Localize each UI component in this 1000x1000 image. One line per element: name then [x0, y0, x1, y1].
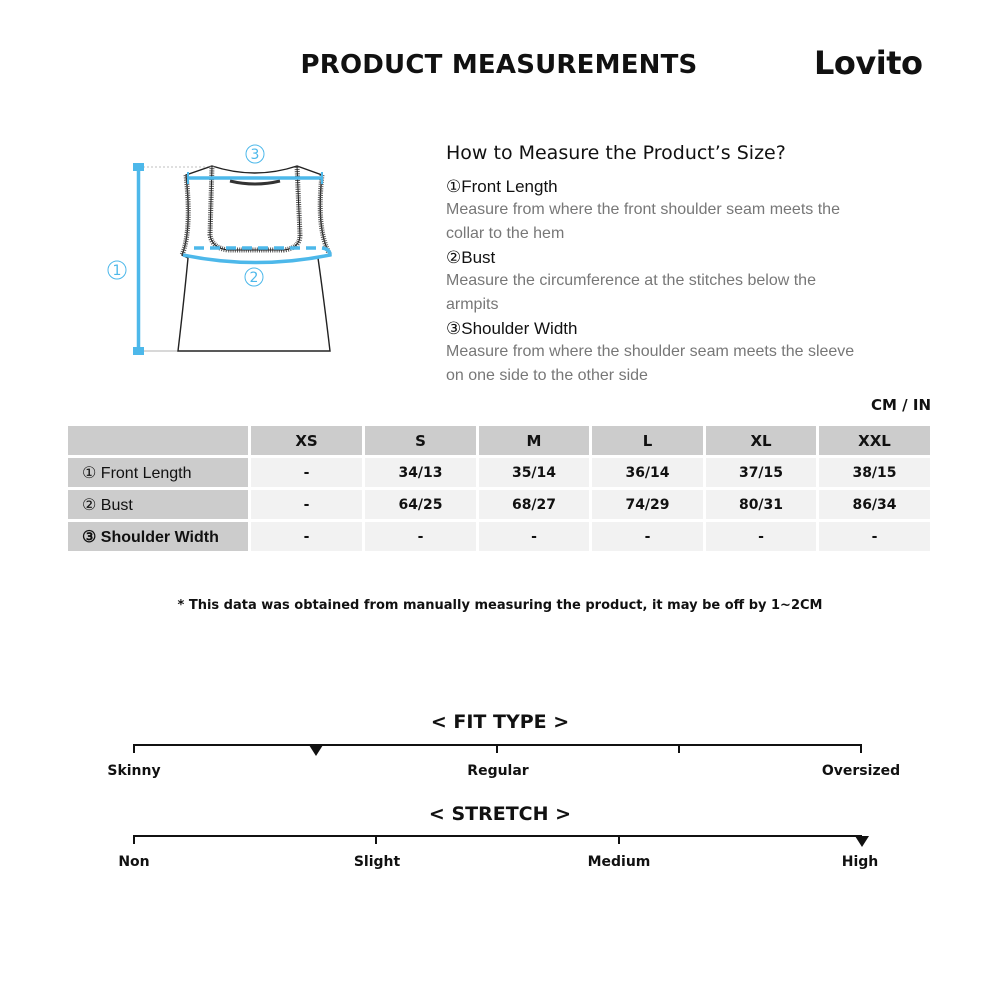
row-label-front-length: ① Front Length [68, 458, 248, 487]
svg-text:3: 3 [250, 147, 260, 163]
header-xxl: XXL [819, 426, 930, 455]
header-xl: XL [706, 426, 816, 455]
stretch-label-medium: Medium [587, 854, 651, 870]
stretch-title: < STRETCH > [428, 803, 572, 825]
table-cell: - [819, 522, 930, 551]
tick [133, 744, 135, 753]
disclaimer-note: * This data was obtained from manually measuring the product, it may be off by 1~2CM [177, 598, 823, 613]
instructions-list [446, 175, 906, 388]
table-row [68, 458, 930, 487]
table-cell: - [365, 522, 476, 551]
table-row [68, 490, 930, 519]
table-cell: 68/27 [479, 490, 589, 519]
table-cell: 86/34 [819, 490, 930, 519]
table-cell: - [251, 458, 362, 487]
table-cell: 36/14 [592, 458, 703, 487]
table-cell: 34/13 [365, 458, 476, 487]
table-row [68, 522, 930, 551]
table-cell: - [706, 522, 816, 551]
table-header-row [68, 426, 930, 455]
table-cell: 35/14 [479, 458, 589, 487]
stretch-label-slight: Slight [353, 854, 401, 870]
brand-logo: Lovito [814, 44, 923, 82]
bust-text-cont: armpits [446, 296, 499, 313]
tick [496, 744, 498, 753]
svg-text:1: 1 [112, 263, 122, 279]
page-title: PRODUCT MEASUREMENTS [300, 50, 698, 80]
shoulder-width-text-cont: on one side to the other side [446, 367, 648, 384]
tick [133, 835, 135, 844]
instructions-heading: How to Measure the Product’s Size? [446, 142, 786, 164]
table-cell: - [479, 522, 589, 551]
shoulder-width-text: Measure from where the shoulder seam meets the sleeve [446, 343, 855, 360]
svg-text:2: 2 [249, 270, 259, 286]
header-l: L [592, 426, 703, 455]
table-cell: 80/31 [706, 490, 816, 519]
size-table [65, 423, 933, 554]
tank-top-diagram [100, 140, 350, 365]
header-xs: XS [251, 426, 362, 455]
fit-label-oversized: Oversized [821, 763, 901, 779]
front-length-text-cont: collar to the hem [446, 225, 565, 242]
stretch-label-non: Non [118, 854, 150, 870]
tick [375, 835, 377, 844]
table-cell: 38/15 [819, 458, 930, 487]
tick [618, 835, 620, 844]
front-length-title: ①Front Length [446, 177, 558, 196]
header-blank [68, 426, 248, 455]
stretch-scale [133, 835, 862, 837]
stretch-marker-icon [855, 836, 869, 847]
fit-label-regular: Regular [467, 763, 529, 779]
stretch-label-high: High [841, 854, 879, 870]
fit-label-skinny: Skinny [107, 763, 161, 779]
table-cell: 37/15 [706, 458, 816, 487]
table-cell: 74/29 [592, 490, 703, 519]
tick [860, 744, 862, 753]
unit-label: CM / IN [871, 396, 931, 414]
bust-text: Measure the circumference at the stitches below the [446, 272, 816, 289]
row-label-bust: ② Bust [68, 490, 248, 519]
front-length-text: Measure from where the front shoulder seam meets the [446, 201, 840, 218]
table-cell: - [251, 490, 362, 519]
fit-type-title: < FIT TYPE > [430, 711, 570, 733]
header-s: S [365, 426, 476, 455]
header-m: M [479, 426, 589, 455]
table-cell: - [251, 522, 362, 551]
table-cell: 64/25 [365, 490, 476, 519]
table-cell: - [592, 522, 703, 551]
bust-title: ②Bust [446, 248, 496, 267]
tick [678, 744, 680, 753]
shoulder-width-title: ③Shoulder Width [446, 319, 578, 338]
row-label-shoulder-width: ③ Shoulder Width [68, 522, 248, 551]
fit-marker-icon [309, 745, 323, 756]
